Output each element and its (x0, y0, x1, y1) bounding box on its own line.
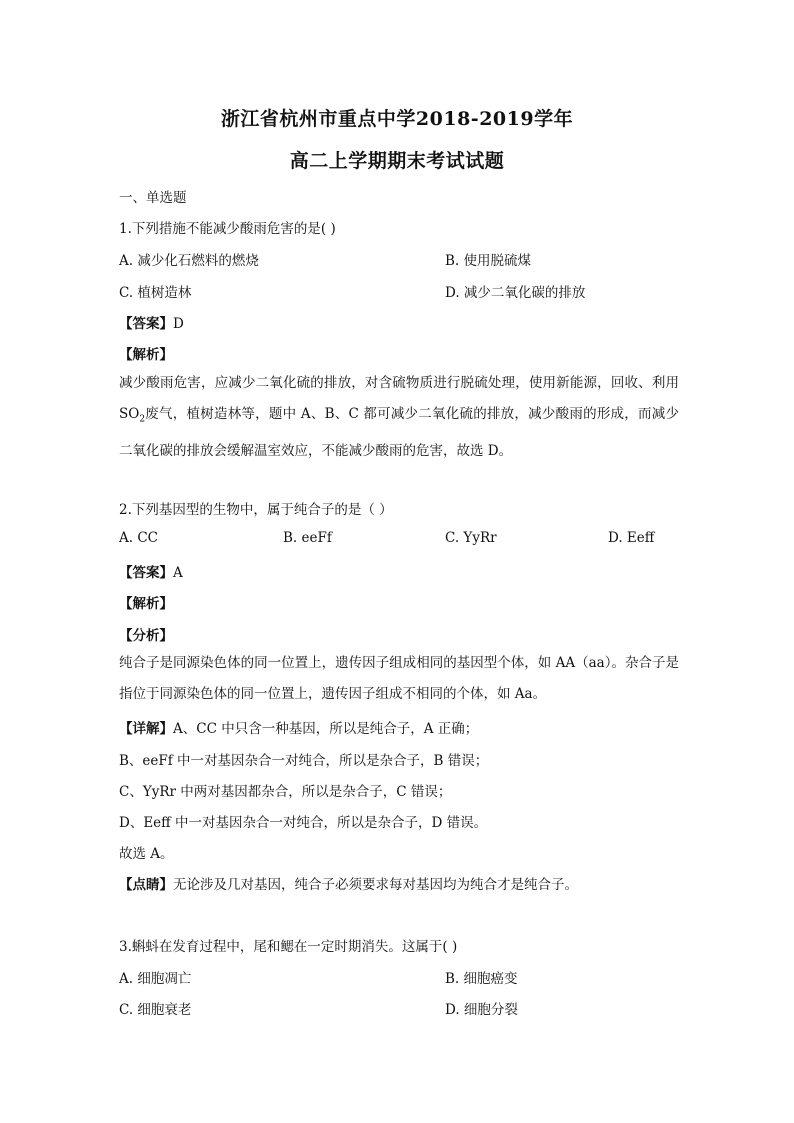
question-2-option-d: D. Eeff (608, 530, 655, 546)
section-heading: 一、单选题 (119, 190, 187, 206)
answer-value: D (173, 316, 184, 332)
question-1-stem: 1.下列措施不能减少酸雨危害的是( ) (119, 221, 336, 237)
question-1-option-b: B. 使用脱硫煤 (445, 253, 532, 269)
document-title-line-2: 高二上学期期末考试试题 (289, 150, 505, 172)
answer-label: 【答案】 (119, 316, 173, 332)
question-2-detail-c: C、YyRr 中两对基因都杂合，所以是杂合子，C 错误； (119, 784, 452, 800)
question-2-fenxi-text: 纯合子是同源染色体的同一位置上，遗传因子组成相同的基因型个体，如 AA（aa）。杂合子是指位于同源染色体的同一位置上，遗传因子组成不相同的个体，如 Aa。 (119, 655, 679, 702)
answer-label: 【答案】 (119, 565, 173, 581)
question-2-option-a: A. CC (119, 530, 158, 546)
detail-label: 【详解】 (119, 721, 173, 737)
question-2-fenxi-label: 【分析】 (119, 628, 173, 644)
question-2-option-b: B. eeFf (283, 530, 332, 546)
question-1-analysis-text: 减少酸雨危害，应减少二氧化硫的排放，对含硫物质进行脱硫处理，使用新能源，回收、利用 $SO_2$废气，植树造林等，题中 A、B、C 都可减少二氧化硫的排放，减少酸雨的形成，而减少二氧化碳的排放会缓解温室效应，不能减少酸雨的危害，故选 D。 (119, 375, 679, 459)
question-3-stem: 3.蝌蚪在发育过程中，尾和鳃在一定时期消失。这属于( ) (119, 939, 458, 955)
question-1-option-a: A. 减少化石燃料的燃烧 (119, 253, 259, 269)
question-3-option-b: B. 细胞癌变 (445, 971, 518, 987)
question-1-answer (119, 312, 184, 332)
question-3-option-a: A. 细胞凋亡 (119, 971, 192, 987)
tip-label: 【点睛】 (119, 877, 173, 893)
document-title-line-1: 浙江省杭州市重点中学2018-2019学年 (220, 108, 574, 130)
question-1-analysis-label: 【解析】 (119, 347, 173, 363)
question-3-option-d: D. 细胞分裂 (445, 1002, 518, 1018)
question-2-tip: 【点睛】无论涉及几对基因，纯合子必须要求每对基因均为纯合才是纯合子。 (119, 877, 578, 893)
answer-value: A (173, 565, 183, 581)
question-2-analysis-label: 【解析】 (119, 596, 173, 612)
question-2-detail-b: B、eeFf 中一对基因杂合一对纯合，所以是杂合子，B 错误； (119, 753, 489, 769)
question-2-answer (119, 561, 183, 581)
question-2-option-c: C. YyRr (445, 530, 497, 546)
question-1-option-d: D. 减少二氧化碳的排放 (445, 285, 586, 301)
question-2-conclusion: 故选 A。 (119, 846, 174, 862)
question-2-detail-a: 【详解】A、CC 中只含一种基因，所以是纯合子，A 正确； (119, 721, 479, 737)
question-1-option-c: C. 植树造林 (119, 285, 192, 301)
question-3-option-c: C. 细胞衰老 (119, 1002, 192, 1018)
question-2-detail-d: D、Eeff 中一对基因杂合一对纯合，所以是杂合子，D 错误。 (119, 815, 488, 831)
question-2-stem: 2.下列基因型的生物中，属于纯合子的是（ ） (119, 502, 393, 518)
